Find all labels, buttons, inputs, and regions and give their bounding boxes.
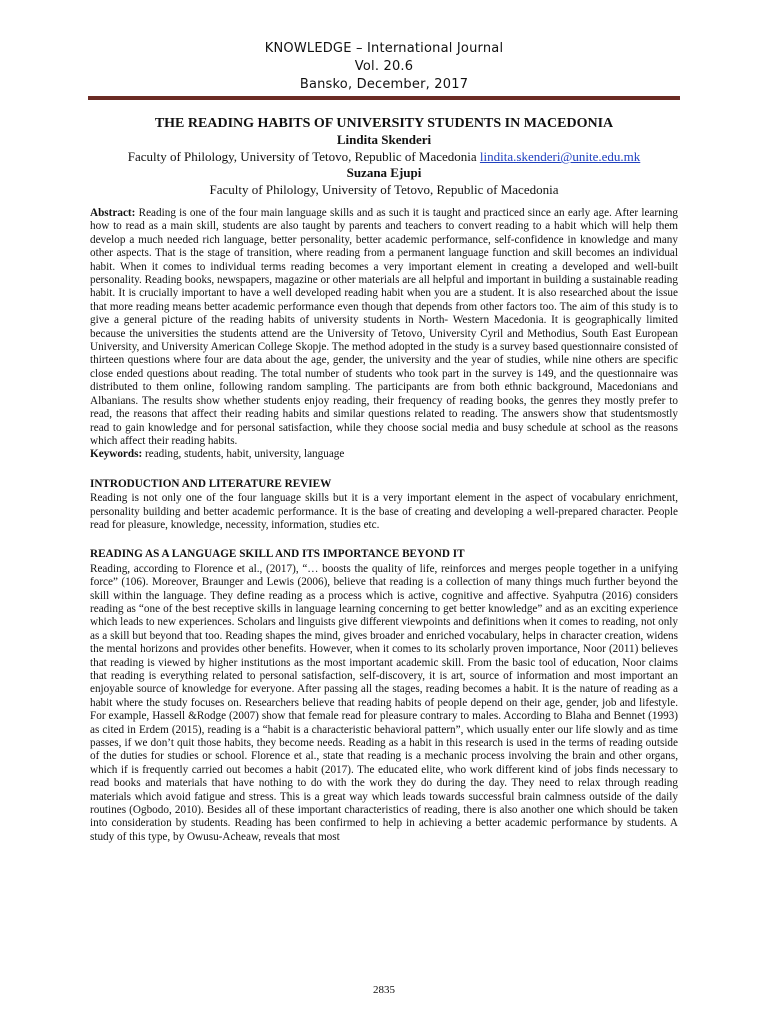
keywords-text: reading, students, habit, university, language	[145, 448, 345, 461]
introduction-paragraph: Reading is not only one of the four language skills but it is a very important element in the aspect of vocabulary enrichment, personality building and better academic performance. It is the base of creating and developing a well-prepared character. People read for pleasure, knowledge, necessity, information, studies etc.	[90, 492, 678, 531]
author-2-affiliation: Faculty of Philology, University of Tetovo, Republic of Macedonia	[209, 182, 559, 197]
journal-header	[0, 40, 768, 94]
author-1-name: Lindita Skenderi	[336, 132, 432, 147]
author-1-affiliation-text: Faculty of Philology, University of Tetovo, Republic of Macedonia	[127, 149, 477, 164]
journal-name: KNOWLEDGE – International Journal	[264, 41, 504, 56]
section-heading-introduction: INTRODUCTION AND LITERATURE REVIEW	[90, 477, 332, 490]
abstract-label: Abstract:	[90, 207, 136, 219]
author-2-name: Suzana Ejupi	[346, 165, 422, 180]
section-heading-reading-skill: READING AS A LANGUAGE SKILL AND ITS IMPORTANCE BEYOND IT	[90, 548, 465, 561]
journal-place-date: Bansko, December, 2017	[299, 77, 469, 92]
keywords-paragraph	[90, 448, 678, 461]
author-1-email-link[interactable]: lindita.skenderi@unite.edu.mk	[479, 149, 641, 164]
journal-volume: Vol. 20.6	[354, 59, 414, 74]
author-1-affiliation	[88, 148, 680, 165]
keywords-label: Keywords:	[90, 448, 143, 461]
abstract-text: Reading is one of the four main language skills and as such it is taught and practiced since an early age. After learning how to read as a main skill, students are also taught by parents and teachers to convert reading to a habit which will help them develop a much needed rich language, better personality, better academic performance, self-confidence in knowledge and many other aspects. That is the stage of transition, where reading from a permanent language function and skill becomes an individual habit. When it comes to individual terms reading becomes a very important element in creating a developed and well-built personality. Reading books, newspapers, magazine or other materials are all helpful and important in building a sustainable reading habit. It is crucially important to have a well developed reading habit when you are a student. It is also researched about the issue that more reading means better academic performance even though that depends from other factors too. The aim of this study is to give a general picture of the reading habits of university students in North- Western Macedonia. It is geographically limited because the universities the students attend are the University of Tetovo, University Cyril and Methodius, South East European University, and University American College Skopje. The method adopted in the study is a survey based questionnaire consisted of thirteen questions where four are data about the age, gender, the university and the year of studies, while nine others are specific close ended questions about reading. The total number of students who took part in the survey is 149, and the questionnaire was distributed to them online, following random sampling. The participants are from both ethnic background, Macedonians and Albanians. The results show whether students enjoy reading, their frequency of reading books, the genres they mostly prefer to read, the reasons that affect their reading habits and similar questions related to reading. The answers show that studentsmostly read to gain knowledge and for personal satisfaction, while they choose social media and busy schedule at school as the reasons which affect their reading habits.	[90, 207, 678, 447]
abstract-paragraph	[90, 207, 678, 448]
header-divider	[88, 96, 680, 100]
article-body	[90, 207, 678, 844]
reading-skill-paragraph: Reading, according to Florence et al., (2017), “… boosts the quality of life, reinforces and merges people together in a unifying force” (106). Moreover, Braunger and Lewis (2006), believe that reading is a collection of many things much further beyond the skill within the language. They define reading as a process which is active, cognitive and affective. Syahputra (2016) considers reading as “one of the best receptive skills in language learning concerning to get better knowledge” and as an exciting experience which leads to new experiences. Scholars and linguists give different viewpoints and definitions when it comes to reading, not only as a skill but beyond that too. Reading shapes the mind, gives broader and enriched vocabulary, helps in character creation, widens the mental horizons and provides other benefits. However, when it comes to its scholarly proven importance, Noor (2011) believes that reading is viewed by higher institutions as the most important academic skill. From the basic tool of education, Noor claims that reading is everything related to personal satisfaction, self-discovery, it is art, source of information and most important an enjoyable source of knowledge for everyone. After passing all the stages, reading becomes a habit. It is the nature of reading as a habit where the study focuses on. Researchers believe that reading habits of people depend on their age, gender, job and lifestyle. For example, Hassell &Rodge (2007) show that female read for pleasure contrary to males. According to Blaha and Bennet (1993) as cited in Erdem (2015), reading is a “habit is a characteristic behavioral pattern”, which usually enter our life slowly and as time passes, if we don’t quit those habits, they become needs. Reading as a habit in this research is used in the terms of reading outside of the duties for studies or school. Florence et al., state that reading is a mechanic process involving the brain and other organs, which if is frequently carried out becomes a habit (2017). The educated elite, who work different kind of jobs finds necessary to read books and materials that have nothing to do with the work they do during the day. They need to relax through reading materials which avoid fatigue and stress. This is a great way which leads towards successful brain calmness outside of the daily routines (Ogbodo, 2010). Besides all of these important characteristics of reading, there is also another one which should be taken into consideration by students. Reading has been confirmed to help in achieving a better academic performance by students. A study of this type, by Owusu-Acheaw, reveals that most	[90, 562, 678, 843]
article-title: THE READING HABITS OF UNIVERSITY STUDENTS IN MACEDONIA	[154, 116, 614, 131]
title-block	[88, 116, 680, 198]
page-number: 2835	[373, 984, 395, 996]
